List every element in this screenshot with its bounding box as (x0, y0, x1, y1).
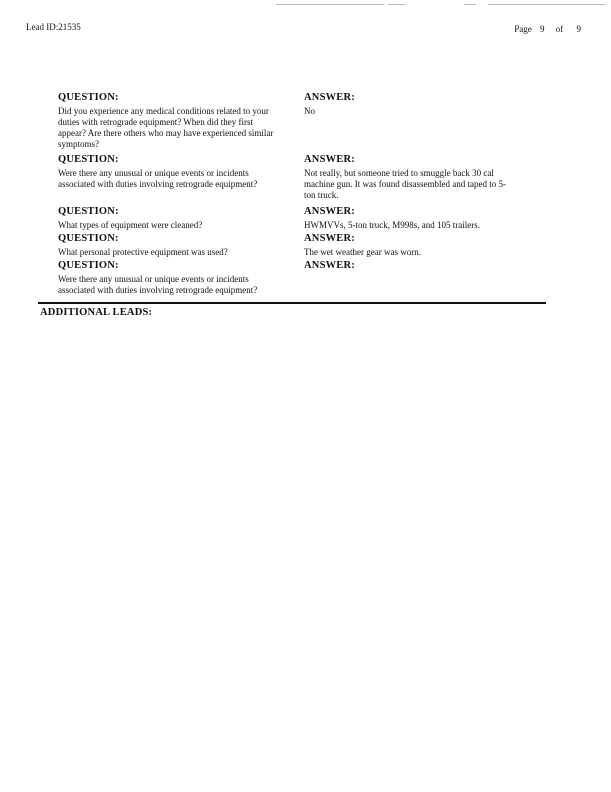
question-block (58, 206, 304, 233)
answer-label: ANSWER: (304, 233, 355, 244)
question-label: QUESTION: (58, 206, 119, 217)
qa-row (58, 233, 518, 260)
page-total: 9 (576, 24, 581, 34)
question-text: Did you experience any medical conditions related to your duties with retrograde equipment? When did they first appear? Are there others who may have experienced similar symptoms? (58, 106, 274, 149)
answer-label: ANSWER: (304, 92, 355, 103)
question-text: Were there any unusual or unique events or incidents associated with duties involving retrograde equipment? (58, 168, 258, 189)
question-text: What types of equipment were cleaned? (58, 220, 203, 230)
answer-text: Not really, but someone tried to smuggle back 30 cal machine gun. It was found disassembled and taped to 5-ton truck. (304, 168, 506, 200)
answer-label: ANSWER: (304, 154, 355, 165)
answer-block (304, 260, 518, 298)
answer-text: The wet weather gear was worn. (304, 247, 421, 257)
page-number: 9 (540, 24, 545, 34)
qa-row (58, 260, 518, 298)
page-of-label: of (555, 24, 564, 34)
question-answer-section (58, 92, 518, 298)
question-label: QUESTION: (58, 92, 119, 103)
scan-artifact-line (464, 4, 476, 5)
scan-artifact-line (276, 4, 384, 5)
qa-row (58, 154, 518, 206)
page-label: Page (514, 24, 532, 34)
question-block (58, 92, 304, 154)
scan-artifact-line (488, 4, 606, 5)
question-label: QUESTION: (58, 260, 119, 271)
answer-label: ANSWER: (304, 260, 355, 271)
question-label: QUESTION: (58, 233, 119, 244)
qa-row (58, 206, 518, 233)
answer-block (304, 233, 518, 260)
lead-id: Lead ID:21535 (26, 22, 81, 32)
question-text: Were there any unusual or unique events or incidents associated with duties involving retrograde equipment? (58, 274, 258, 295)
answer-label: ANSWER: (304, 206, 355, 217)
scan-artifact-line (388, 4, 406, 5)
question-block (58, 233, 304, 260)
answer-text: No (304, 106, 315, 116)
answer-text: HWMVVs, 5-ton truck, M998s, and 105 trailers. (304, 220, 480, 230)
answer-block (304, 206, 518, 233)
section-divider (38, 302, 546, 304)
question-text: What personal protective equipment was used? (58, 247, 228, 257)
additional-leads-heading: ADDITIONAL LEADS: (40, 307, 153, 318)
answer-block (304, 154, 518, 206)
answer-block (304, 92, 518, 154)
qa-row (58, 92, 518, 154)
page-indicator (514, 24, 581, 34)
question-label: QUESTION: (58, 154, 119, 165)
question-block (58, 260, 304, 298)
question-block (58, 154, 304, 206)
